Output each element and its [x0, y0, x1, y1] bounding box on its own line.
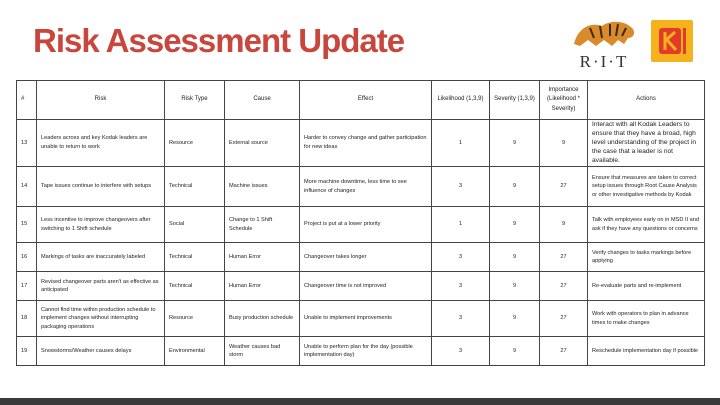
page-title: Risk Assessment Update [33, 22, 405, 59]
cell: Social [165, 207, 225, 243]
cell: Machine issues [225, 167, 300, 207]
cell: Unable to perform plan for the day (possible implementation day) [300, 337, 432, 366]
cell: Resource [165, 301, 225, 337]
cell: Change to 1 Shift Schedule [225, 207, 300, 243]
cell: 9 [490, 207, 540, 243]
table-row [17, 337, 705, 366]
cell: Interact with all Kodak Leaders to ensure that they have a broad, high level understanding of the project in the case that a leader is not available. [588, 120, 705, 167]
cell: 18 [17, 301, 37, 337]
cell: 9 [490, 120, 540, 167]
cell: Cannot find time within production schedule to implement changes without interrupting packaging operations [37, 301, 165, 337]
col-header: Severity (1,3,9) [490, 81, 540, 120]
risk-table [16, 80, 705, 366]
table-row [17, 207, 705, 243]
table-row [17, 301, 705, 337]
cell: Tape issues continue to interfere with setups [37, 167, 165, 207]
cell: Verify changes to tasks markings before applying [588, 243, 705, 272]
cell: Talk with employees early on in MSD II and ask if they have any questions or concerns [588, 207, 705, 243]
cell: More machine downtime, less time to see influence of changes [300, 167, 432, 207]
cell: Revised changeover parts aren't as effective as anticipated [37, 272, 165, 301]
col-header: Cause [225, 81, 300, 120]
cell: Work with operators to plan in advance times to make changes [588, 301, 705, 337]
cell: 3 [432, 301, 490, 337]
cell: 1 [432, 207, 490, 243]
cell: Ensure that measures are taken to correct setup issues through Root Cause Analysis or other investigative methods by Kodak [588, 167, 705, 207]
cell: 9 [490, 301, 540, 337]
cell: 13 [17, 120, 37, 167]
cell: Markings of tasks are inaccurately labeled [37, 243, 165, 272]
kodak-logo [651, 20, 693, 62]
cell: Changeover takes longer [300, 243, 432, 272]
cell: Technical [165, 243, 225, 272]
cell: Snowstorms/Weather causes delays [37, 337, 165, 366]
cell: Harder to convey change and gather participation for new ideas [300, 120, 432, 167]
cell: External source [225, 120, 300, 167]
cell: 3 [432, 167, 490, 207]
col-header: Actions [588, 81, 705, 120]
col-header: Risk [37, 81, 165, 120]
cell: Resource [165, 120, 225, 167]
cell: 27 [540, 272, 588, 301]
cell: Project is put at a lower priority [300, 207, 432, 243]
cell: 3 [432, 337, 490, 366]
cell: Weather causes bad storm [225, 337, 300, 366]
cell: 16 [17, 243, 37, 272]
cell: 19 [17, 337, 37, 366]
rit-logo [568, 14, 640, 70]
cell: Leaders across and key Kodak leaders are unable to return to work [37, 120, 165, 167]
cell: 27 [540, 243, 588, 272]
cell: 9 [490, 167, 540, 207]
table-row [17, 120, 705, 167]
cell: 9 [490, 243, 540, 272]
col-header: Likelihood (1,3,9) [432, 81, 490, 120]
table-row [17, 243, 705, 272]
cell: 15 [17, 207, 37, 243]
kodak-k-icon [651, 20, 693, 62]
cell: Technical [165, 167, 225, 207]
cell: Re-evaluate parts and re-implement [588, 272, 705, 301]
cell: 27 [540, 301, 588, 337]
table-row [17, 167, 705, 207]
rit-wordmark: R·I·T [579, 52, 629, 71]
cell: 9 [490, 272, 540, 301]
cell: 17 [17, 272, 37, 301]
col-header: Effect [300, 81, 432, 120]
cell: 27 [540, 337, 588, 366]
table-header-row [17, 81, 705, 120]
cell: 1 [432, 120, 490, 167]
cell: Less incentive to improve changeovers after switching to 1 Shift schedule [37, 207, 165, 243]
cell: 27 [540, 167, 588, 207]
col-header: # [17, 81, 37, 120]
cell: Technical [165, 272, 225, 301]
cell: Human Error [225, 272, 300, 301]
cell: Environmental [165, 337, 225, 366]
cell: 14 [17, 167, 37, 207]
bottom-bar [0, 398, 720, 405]
cell: 3 [432, 243, 490, 272]
cell: Reschedule implementation day if possible [588, 337, 705, 366]
cell: 9 [540, 120, 588, 167]
cell: Busy production schedule [225, 301, 300, 337]
cell: Human Error [225, 243, 300, 272]
cell: Changeover time is not improved [300, 272, 432, 301]
col-header: Risk Type [165, 81, 225, 120]
cell: 9 [540, 207, 588, 243]
tiger-icon [568, 14, 640, 54]
cell: 3 [432, 272, 490, 301]
col-header: Importance (Likelihood * Severity) [540, 81, 588, 120]
cell: Unable to implement improvements [300, 301, 432, 337]
cell: 9 [490, 337, 540, 366]
table-row [17, 272, 705, 301]
